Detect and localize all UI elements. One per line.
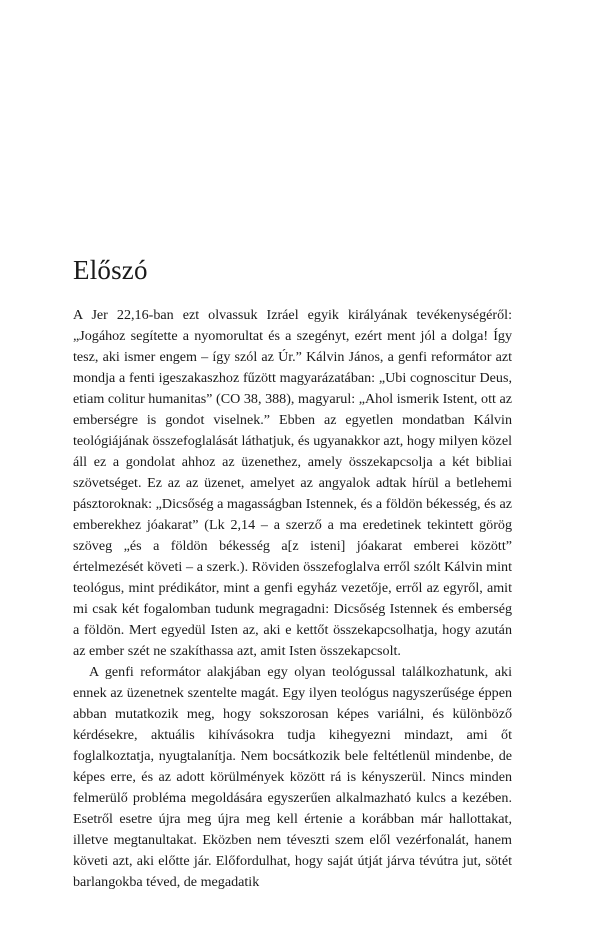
chapter-title: Előszó [73,255,148,285]
body-text [73,305,512,893]
paragraph-1: A Jer 22,16-ban ezt olvassuk Izráel egyik királyának tevékenységéről: „Jogához segítette a nyomorultat és a szegényt, ezért ment jól a dolga! Így tesz, aki ismer engem – így szól az Úr.” Kálvin János, a genfi reformátor azt mondja a fenti igeszakaszhoz fűzött magyarázatában: „Ubi cognoscitur Deus, etiam colitur humanitas” (CO 38, 388), magyarul: „Ahol ismerik Istent, ott az emberségre is gondot viselnek.” Ebben az egyetlen mondatban Kálvin teológiájának összefoglalását láthatjuk, és ugyanakkor azt, hogy milyen közel áll ez a gondolat ahhoz az üzenethez, amely összekapcsolja a két bibliai szövetséget. Ez az az üzenet, amelyet az angyalok adtak hírül a betlehemi pásztoroknak: „Dicsőség a magasságban Istennek, és a földön békesség, és az emberekhez jóakarat” (Lk 2,14 – a szerző a ma eredetinek tekintett görög szöveg „és a földön békesség a[z isteni] jóakarat emberei között” értelmezését követi – a szerk.). Röviden összefoglalva erről szólt Kálvin mint teológus, mint prédikátor, mint a genfi egyház vezetője, erről az egyről, amit mi csak két fogalomban tudunk megragadni: Dicsőség Istennek és emberség a földön. Mert egyedül Isten az, aki e kettőt összekapcsolhatja, hogy azután az ember szét ne szakíthassa azt, amit Isten összekapcsolt. [73,307,512,659]
paragraph-2: A genfi reformátor alakjában egy olyan teológussal találkozhatunk, aki ennek az üzenetnek szentelte magát. Egy ilyen teológus nagyszerűsége éppen abban mutatkozik meg, hogy sokszorosan képes variálni, és különböző kérdésekre, aktuális kihívásokra tudja kihegyezni mindazt, ami őt foglalkoztatja, nyugtalanítja. Nem bocsátkozik bele feltétlenül mindenbe, de képes erre, és az adott körülmények között rá is kényszerül. Nincs minden felmerülő probléma megoldására egyszerűen alkalmazható kulcs a kezében. Esetről esetre újra meg újra meg kell értenie a korábban már hallottakat, illetve megtanultakat. Eközben nem téveszti szem elől vezérfonalát, hanem követi azt, aki előtte jár. Előfordulhat, hogy saját útját járva tévútra jut, sötét barlangokba téved, de megadatik [73,664,512,890]
